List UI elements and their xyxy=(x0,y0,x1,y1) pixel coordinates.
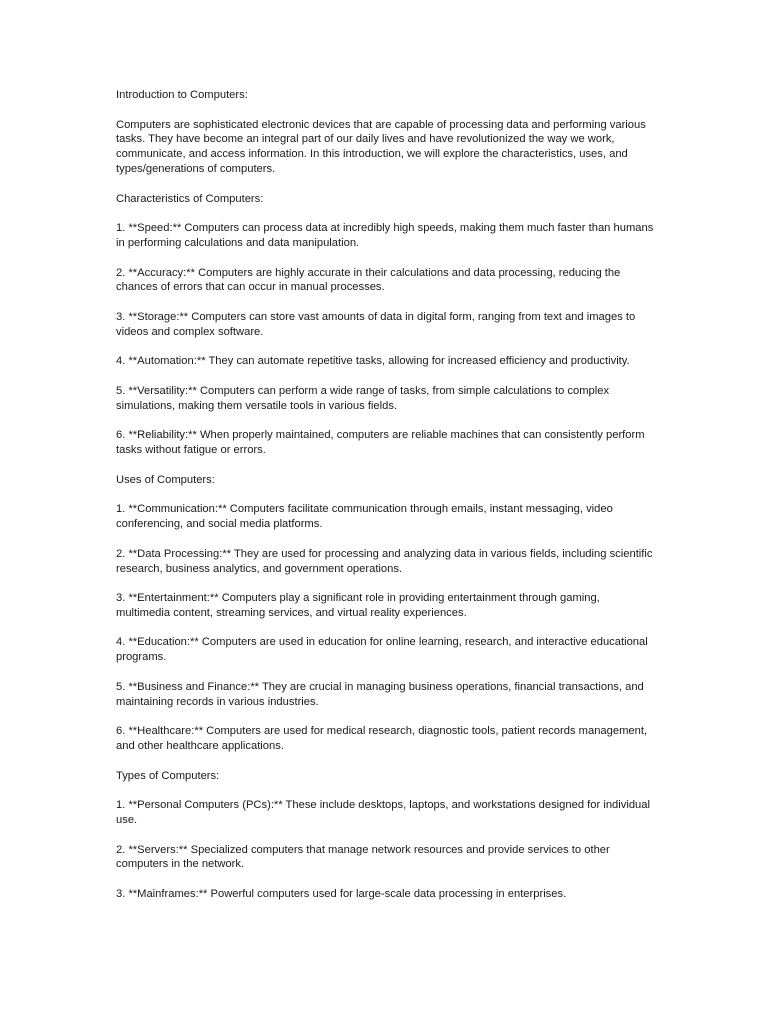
document-page xyxy=(116,88,656,917)
characteristics-heading: Characteristics of Computers: xyxy=(116,192,264,205)
types-heading: Types of Computers: xyxy=(116,769,220,782)
characteristic-item-reliability: 6. **Reliability:** When properly maintained, computers are reliable machines that can consistently perform tasks without fatigue or errors. xyxy=(116,429,645,457)
intro-paragraph: Computers are sophisticated electronic devices that are capable of processing data and performing various tasks. They have become an integral part of our daily lives and have revolutionized the way we work, communicate, and access information. In this introduction, we will explore the characteristics, uses, and types/generations of computers. xyxy=(116,118,646,175)
characteristic-item-versatility: 5. **Versatility:** Computers can perform a wide range of tasks, from simple calculations to complex simulations, making them versatile tools in various fields. xyxy=(116,384,610,412)
type-item-servers: 2. **Servers:** Specialized computers that manage network resources and provide services to other computers in the network. xyxy=(116,843,610,871)
uses-heading: Uses of Computers: xyxy=(116,473,215,486)
type-item-personal-computers: 1. **Personal Computers (PCs):** These include desktops, laptops, and workstations designed for individual use. xyxy=(116,799,650,827)
characteristic-item-automation: 4. **Automation:** They can automate repetitive tasks, allowing for increased efficiency and productivity. xyxy=(116,355,630,368)
document-title: Introduction to Computers: xyxy=(116,89,248,101)
type-item-mainframes: 3. **Mainframes:** Powerful computers used for large-scale data processing in enterprises. xyxy=(116,888,567,901)
use-item-education: 4. **Education:** Computers are used in education for online learning, research, and interactive educational programs. xyxy=(116,636,648,664)
use-item-business-finance: 5. **Business and Finance:** They are crucial in managing business operations, financial transactions, and maintaining records in various industries. xyxy=(116,680,644,708)
use-item-communication: 1. **Communication:** Computers facilitate communication through emails, instant messaging, video conferencing, and social media platforms. xyxy=(116,503,613,531)
use-item-data-processing: 2. **Data Processing:** They are used for processing and analyzing data in various fields, including scientific research, business analytics, and government operations. xyxy=(116,547,653,575)
characteristic-item-accuracy: 2. **Accuracy:** Computers are highly accurate in their calculations and data processing, reducing the chances of errors that can occur in manual processes. xyxy=(116,266,621,294)
characteristic-item-storage: 3. **Storage:** Computers can store vast amounts of data in digital form, ranging from text and images to videos and complex software. xyxy=(116,310,636,338)
use-item-entertainment: 3. **Entertainment:** Computers play a significant role in providing entertainment through gaming, multimedia content, streaming services, and virtual reality experiences. xyxy=(116,592,600,619)
characteristic-item-speed: 1. **Speed:** Computers can process data at incredibly high speeds, making them much faster than humans in performing calculations and data manipulation. xyxy=(116,222,654,249)
use-item-healthcare: 6. **Healthcare:** Computers are used for medical research, diagnostic tools, patient records management, and other healthcare applications. xyxy=(116,725,648,753)
